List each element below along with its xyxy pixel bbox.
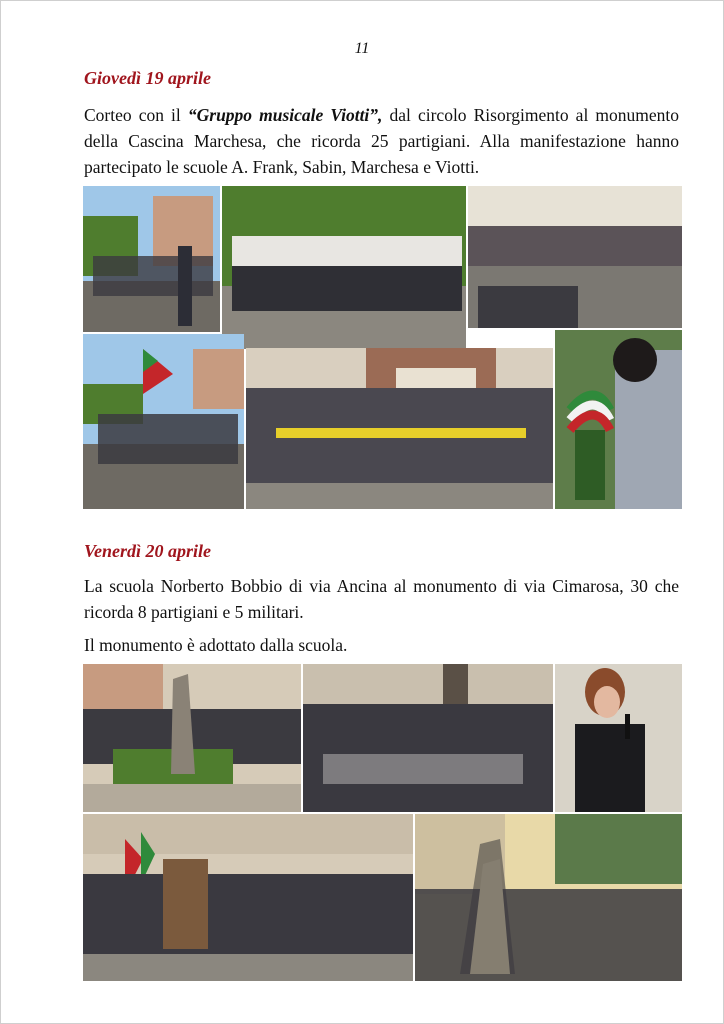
section-paragraph-friday: La scuola Norberto Bobbio di via Ancina al monumento di via Cimarosa, 30 che ricorda 8 partigiani e 5 militari. <box>84 576 679 622</box>
section-heading-friday: Venerdì 20 aprile <box>84 541 212 561</box>
photo-march-band <box>222 186 466 349</box>
band-name: “Gruppo musicale Viotti”, <box>187 105 383 125</box>
photo-collage-march <box>83 186 682 509</box>
photo-march-students-signs <box>246 348 553 509</box>
text-before: Corteo con il <box>84 105 188 125</box>
section-paragraph-adopted: Il monumento è adottato dalla scuola. <box>84 635 348 655</box>
photo-monument-stone <box>415 814 682 981</box>
photo-monument-courtyard <box>83 664 301 812</box>
section-heading-thursday: Giovedì 19 aprile <box>84 68 211 88</box>
photo-monument-crowd <box>303 664 553 812</box>
photo-march-schoolyard <box>468 186 682 328</box>
page-number: 11 <box>354 40 370 57</box>
photo-march-flags <box>83 334 244 509</box>
photo-march-street <box>83 186 220 332</box>
photo-monument-speaker <box>555 664 682 812</box>
photo-collage-monument <box>83 664 682 981</box>
photo-march-wreath <box>555 330 682 509</box>
section-paragraph-thursday <box>84 102 679 180</box>
photo-monument-musicians <box>83 814 413 981</box>
text-after: dal circolo Risorgimento al monumento della Cascina Marchesa, che ricorda 25 partigiani. Alla manifestazione hanno partecipato le scuole A. Frank, Sabin, Marchesa e Viotti. <box>84 105 679 177</box>
